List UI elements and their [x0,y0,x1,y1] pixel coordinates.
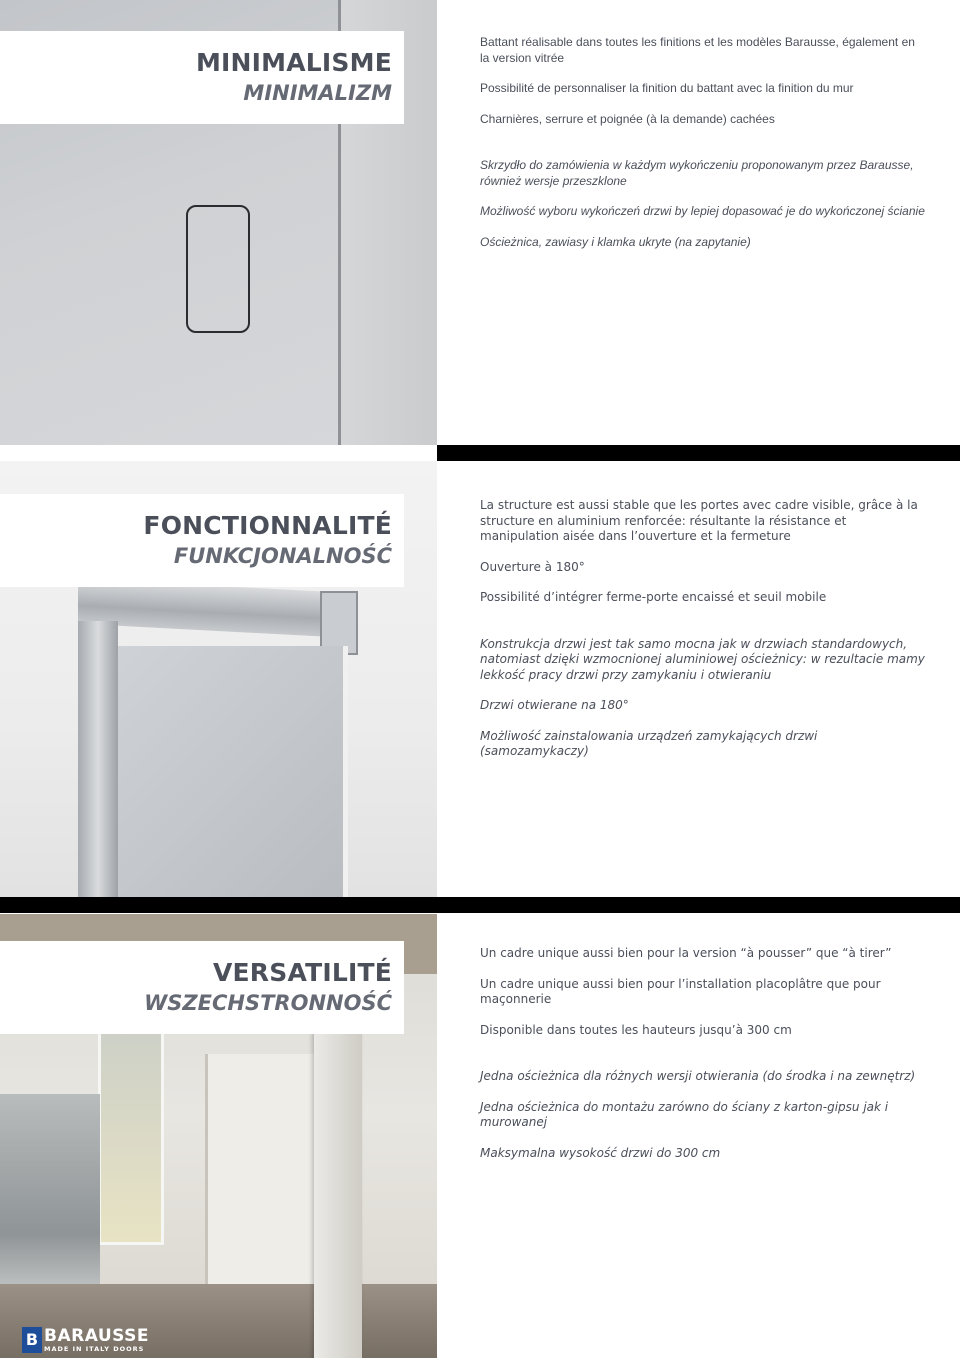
section-title-fr: FONCTIONNALITÉ [143,510,392,540]
paragraph-pl: Skrzydło do zamówienia w każdym wykończeniu proponowanym przez Barausse, również wersje przeszklone [480,158,914,188]
logo-tagline: MADE IN ITALY DOORS [44,1345,145,1353]
section-title-pl: FUNKCJONALNOŚĆ [173,543,392,568]
text-column [480,946,925,1176]
door-panel [118,646,348,897]
open-door [314,1026,362,1358]
title-box [0,31,404,124]
section-title-fr: VERSATILITÉ [212,957,392,987]
logo-wordmark: BARAUSSE [44,1326,149,1346]
section-fonctionnalite [0,461,960,914]
paragraph-fr: Ouverture à 180° [480,559,585,574]
title-box [0,494,404,587]
text-column [480,498,925,775]
paragraph-pl: Ościeżnica, zawiasy i klamka ukryte (na zapytanie) [480,234,751,249]
paragraph-pl: Konstrukcja drzwi jest tak samo mocna jak w drzwiach standardowych, natomiast dzięki wzmocnionej aluminiowej ościeżnicy: w rezultacie mamy lekkość pracy drzwi przy zamykaniu i otwieraniu [480,636,925,682]
logo-mark-icon: B [22,1327,42,1353]
paragraph-pl: Możliwość wyboru wykończeń drzwi by lepiej dopasować je do wykończonej ścianie [480,204,925,218]
paragraph-fr: Battant réalisable dans toutes les finitions et les modèles Barausse, également en la version vitrée [480,35,915,65]
title-box [0,941,404,1034]
paragraph-pl: Jedna ościeżnica dla różnych wersji otwierania (do środka i na zewnętrz) [480,1069,916,1083]
gondola-mural [0,1094,100,1294]
paragraph-fr: Possibilité de personnaliser la finition du battant avec la finition du mur [480,81,854,95]
hidden-handle [186,205,250,333]
paragraph-pl: Drzwi otwierane na 180° [480,698,629,712]
brand-logo [22,1327,152,1355]
section-title-pl: WSZECHSTRONNOŚĆ [144,990,392,1015]
paragraph-fr: La structure est aussi stable que les portes avec cadre visible, grâce à la structure en aluminium renforcée: résultante la résistance et manipulation aisée dans l’ouverture et la fermeture [480,498,918,543]
section-title-pl: MINIMALIZM [243,80,392,105]
divider-bar [437,897,960,913]
divider-bar [437,445,960,461]
divider-bar [0,897,437,913]
section-versatilite [0,914,960,1358]
text-column [480,35,925,265]
section-minimalisme [0,0,960,461]
paragraph-fr: Un cadre unique aussi bien pour la version “à pousser” que “à tirer” [480,946,892,960]
paragraph-fr: Un cadre unique aussi bien pour l’installation placoplâtre que pour maçonnerie [480,976,881,1006]
paragraph-fr: Charnières, serrure et poignée (à la demande) cachées [480,111,775,126]
aluminium-frame-side [78,621,118,897]
paragraph-fr: Possibilité d’intégrer ferme-porte encaissé et seuil mobile [480,590,827,604]
paragraph-fr: Disponible dans toutes les hauteurs jusqu’à 300 cm [480,1022,792,1037]
paragraph-pl: Możliwość zainstalowania urządzeń zamykających drzwi (samozamykaczy) [480,728,818,758]
paragraph-pl: Maksymalna wysokość drzwi do 300 cm [480,1145,721,1160]
paragraph-pl: Jedna ościeżnica do montażu zarówno do ściany z karton-gipsu jak i murowanej [480,1099,889,1129]
section-title-fr: MINIMALISME [195,47,392,77]
